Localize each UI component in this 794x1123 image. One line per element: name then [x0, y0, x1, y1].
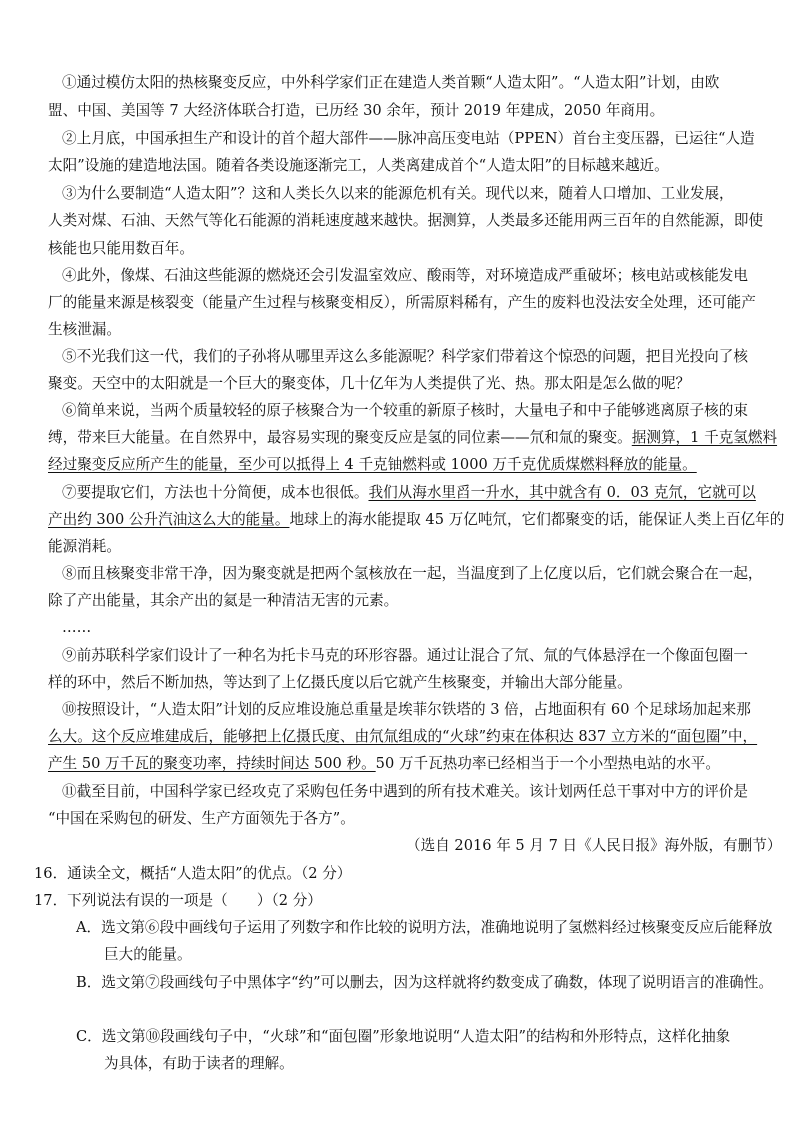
para4-line2: 厂的能量来源是核裂变（能量产生过程与核聚变相反），所需原料稀有，产生的废料也没法安全处理，还可能产 — [48, 294, 756, 311]
para10-line1: ⑩按照设计，“人造太阳”计划的反应堆设施总重量是埃菲尔铁塔的 3 倍，占地面积有 60 个足球场加起来那 — [62, 701, 751, 718]
para3-line1: ③为什么要制造“人造太阳”？这和人类长久以来的能源危机有关。现代以来，随着人口增加、工业发展， — [62, 185, 734, 202]
para4-line3: 生核泄漏。 — [48, 321, 121, 338]
para1-line2: 盟、中国、美国等 7 大经济体联合打造，已历经 30 余年，预计 2019 年建成，2050 年商用。 — [48, 102, 665, 119]
para5-line2: 聚变。天空中的太阳就是一个巨大的聚变体，几十亿年为人类提供了光、热。那太阳是怎么做的呢？ — [48, 375, 691, 392]
para6-underlined-sentence-end: 经过聚变反应所产生的能量，至少可以抵得上 4 千克铀燃料或 1000 万千克优质煤燃料释放的能量。 — [48, 456, 697, 473]
para11-line2: “中国在采购包的研发、生产方面领先于各方”。 — [48, 810, 355, 827]
para10-underlined-sentence-end: 产生 50 万千瓦的聚变功率，持续时间达 500 秒。 — [48, 755, 376, 772]
option-b: B．选文第⑦段画线句子中黑体字“约”可以删去，因为这样就将约数变成了确数，体现了说明语言的准确性。 — [76, 974, 773, 991]
option-a-line1: A．选文第⑥段中画线句子运用了列数字和作比较的说明方法，准确地说明了氢燃料经过核聚变反应后能释放 — [76, 919, 773, 936]
para7-line1: ⑦要提取它们，方法也十分简便，成本也很低。我们从海水里舀一升水，其中就含有 0．03 克氘，它就可以 — [62, 484, 756, 501]
para11-line1: ⑪截至目前，中国科学家已经攻克了采购包任务中遇到的所有技术难关。该计划两任总干事对中方的评价是 — [62, 783, 748, 800]
ellipsis: …… — [62, 619, 92, 636]
para7-underlined-sentence-start: 我们从海水里舀一升水，其中就含有 0．03 克氘，它就可以 — [368, 484, 756, 501]
option-a-line2: 巨大的能量。 — [104, 946, 192, 963]
para2-line1: ②上月底，中国承担生产和设计的首个超大部件——脉冲高压变电站（PPEN）首台主变压器，已运往“人造 — [62, 130, 755, 147]
para7-underlined-sentence-end: 产出约 300 公升汽油这么大的能量。 — [48, 511, 290, 528]
para8-line2: 除了产出能量，其余产出的氦是一种清洁无害的元素。 — [48, 592, 399, 609]
para9-line2: 样的环中，然后不断加热，等达到了上亿摄氏度以后它就产生核聚变，并输出大部分能量。 — [48, 674, 632, 691]
para1-line1: ①通过模仿太阳的热核聚变反应，中外科学家们正在建造人类首颗“人造太阳”。“人造太阳”计划，由欧 — [62, 74, 720, 91]
source-citation: （选自 2016 年 5 月 7 日《人民日报》海外版，有删节） — [406, 837, 782, 854]
para10-line3: 产生 50 万千瓦的聚变功率，持续时间达 500 秒。50 万千瓦热功率已经相当于一个小型热电站的水平。 — [48, 755, 720, 772]
para3-line2: 人类对煤、石油、天然气等化石能源的消耗速度越来越快。据测算，人类最多还能用两三百年的自然能源，即使 — [48, 212, 764, 229]
para2-line2: 太阳”设施的建造地法国。随着各类设施逐渐完工，人类离建成首个“人造太阳”的目标越来越近。 — [48, 157, 669, 174]
para5-line1: ⑤不光我们这一代，我们的子孙将从哪里弄这么多能源呢？科学家们带着这个惊恐的问题，把目光投向了核 — [62, 348, 748, 365]
para6-line2: 缚，带来巨大能量。在自然界中，最容易实现的聚变反应是氢的同位素——氘和氚的聚变。据测算，1 千克氢燃料 — [48, 429, 778, 446]
para10-line2 — [48, 724, 758, 750]
para6-underlined-sentence-start: 据测算，1 千克氢燃料 — [631, 429, 778, 446]
para6-line3 — [48, 452, 748, 478]
para4-line1: ④此外，像煤、石油这些能源的燃烧还会引发温室效应、酸雨等，对环境造成严重破坏；核电站或核能发电 — [62, 267, 748, 284]
para9-line1: ⑨前苏联科学家们设计了一种名为托卡马克的环形容器。通过让混合了氘、氚的气体悬浮在一个像面包圈一 — [62, 647, 748, 664]
option-c-line1: C．选文第⑩段画线句子中，“火球”和“面包圈”形象地说明“人造太阳”的结构和外形特点，这样化抽象 — [76, 1028, 731, 1045]
para7-line2: 产出约 300 公升汽油这么大的能量。地球上的海水能提取 45 万亿吨氘，它们都聚变的话，能保证人类上百亿年的 — [48, 511, 785, 528]
option-c-line2: 为具体，有助于读者的理解。 — [104, 1055, 294, 1072]
question-17: 17．下列说法有误的一项是（ ）（2 分） — [34, 892, 322, 909]
question-16: 16．通读全文，概括“人造太阳”的优点。（2 分） — [34, 865, 352, 882]
para7-line3: 能源消耗。 — [48, 538, 121, 555]
para3-line3: 核能也只能用数百年。 — [48, 240, 194, 257]
para8-line1: ⑧而且核聚变非常干净，因为聚变就是把两个氢核放在一起，当温度到了上亿度以后，它们就会聚合在一起， — [62, 565, 763, 582]
para10-underlined-sentence-start: 么大。这个反应堆建成后，能够把上亿摄氏度、由氘氚组成的“火球”约束在体积达 837 立方米的“面包圈”中， — [48, 728, 758, 745]
para6-line1: ⑥简单来说，当两个质量较轻的原子核聚合为一个较重的新原子核时，大量电子和中子能够逃离原子核的束 — [62, 402, 748, 419]
